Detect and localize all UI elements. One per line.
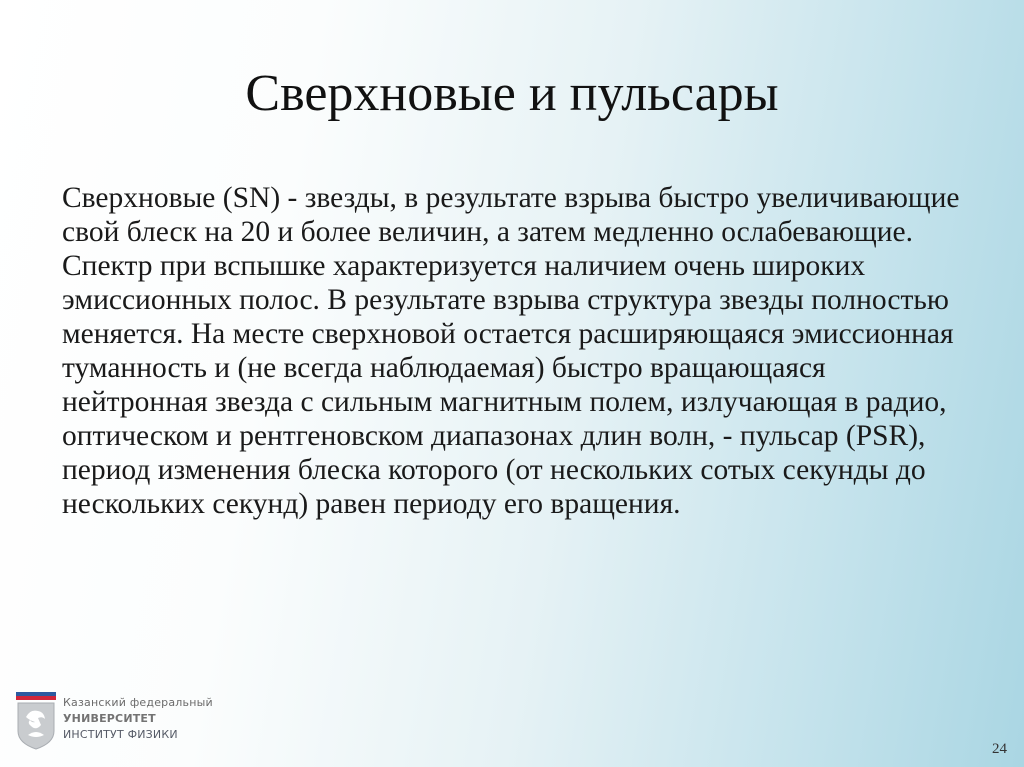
logo-university-name: Казанский федеральный (63, 696, 213, 709)
logo-institute-name: ИНСТИТУТ ФИЗИКИ (63, 728, 178, 741)
page-number: 24 (992, 741, 1007, 757)
logo-university-word: УНИВЕРСИТЕТ (63, 712, 156, 725)
university-logo (14, 691, 214, 753)
logo-text (63, 695, 213, 743)
slide-title: Сверхновые и пульсары (245, 65, 779, 122)
kfu-emblem-icon (14, 691, 58, 751)
slide-body-text: Сверхновые (SN) - звезды, в результате взрыва быстро увеличивающие свой блеск на 20 и более величин, а затем медленно ослабевающие. Спектр при вспышке характеризуется наличием очень широких эмиссионных полос. В результате взрыва структура звезды полностью меняется. На месте сверхновой остается расширяющаяся эмиссионная туманность и (не всегда наблюдаемая) быстро вращающаяся нейтронная звезда с сильным магнитным полем, излучающая в радио, оптическом и рентгеновском диапазонах длин волн, - пульсар (PSR), период изменения блеска которого (от нескольких сотых секунды до нескольких секунд) равен периоду его вращения. (62, 182, 960, 520)
